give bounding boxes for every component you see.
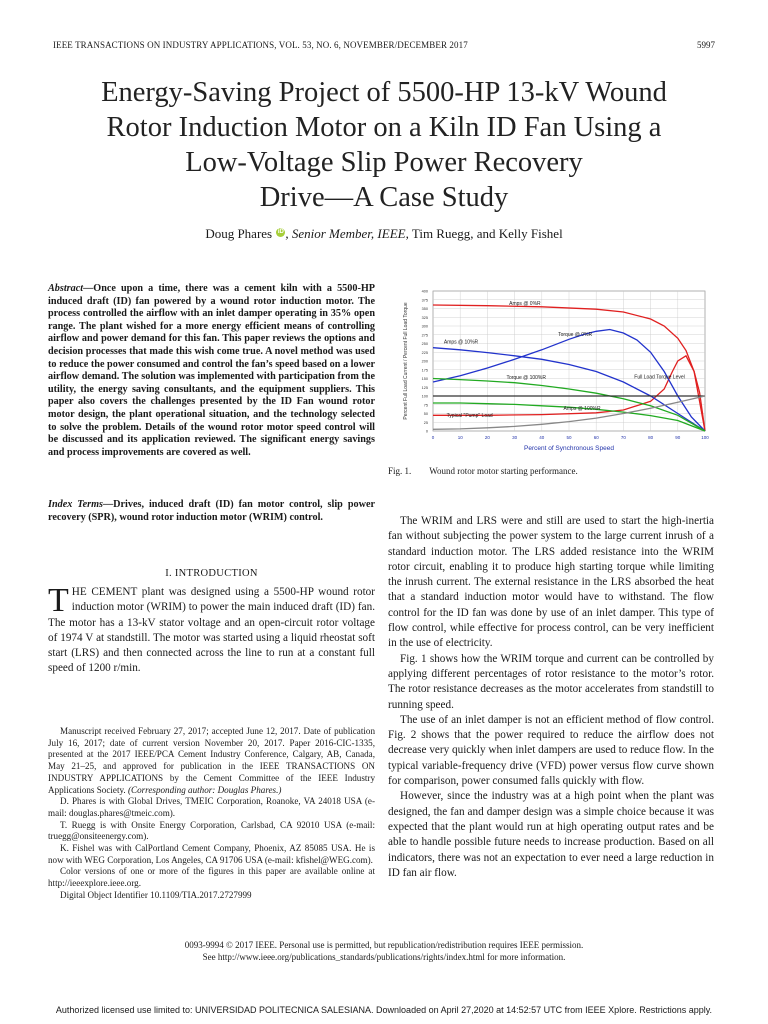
x-tick-label: 20 <box>484 435 490 440</box>
footnote-text: D. Phares is with Global Drives, TMEIC Corporation, Roanoke, VA 24018 USA (e-mail: douglas.phares@tmeic.com). <box>48 796 375 818</box>
chart-annotation: Amps @ 10%R <box>443 339 479 346</box>
chart-annotation: Full Load Torque Level <box>634 374 685 381</box>
footnote-italic: (Corresponding author: Douglas Phares.) <box>127 784 282 795</box>
y-tick-label: 175 <box>421 368 428 373</box>
abstract-label: Abstract <box>48 283 84 294</box>
x-tick-label: 100 <box>701 435 709 440</box>
copyright-line: 0093-9994 © 2017 IEEE. Personal use is permitted, but republication/redistribution requires IEEE permission. <box>184 940 584 950</box>
figure-1 <box>393 285 715 460</box>
drop-cap: T <box>48 582 69 619</box>
y-tick-label: 350 <box>421 307 428 311</box>
author-role: , Senior Member, IEEE, <box>285 226 409 241</box>
running-header-journal: IEEE TRANSACTIONS ON INDUSTRY APPLICATIONS, VOL. 53, NO. 6, NOVEMBER/DECEMBER 2017 <box>53 40 468 50</box>
orcid-icon[interactable]: iD <box>277 229 284 235</box>
x-tick-label: 60 <box>593 435 599 440</box>
footnote <box>48 890 375 902</box>
motor-starting-chart <box>393 285 715 460</box>
footnote <box>48 820 375 843</box>
right-column-body <box>388 514 714 881</box>
footnote <box>48 866 375 889</box>
y-tick-label: 250 <box>421 342 428 346</box>
author-list <box>40 226 728 242</box>
authorization-note: Authorized licensed use limited to: UNIVERSIDAD POLITECNICA SALESIANA. Downloaded on April 27,2020 at 14:52:57 UTC from IEEE Xplore. Restrictions apply. <box>55 1005 713 1015</box>
author-names: Tim Ruegg, and Kelly Fishel <box>408 226 563 241</box>
footnote-text: Digital Object Identifier 10.1109/TIA.2017.2727999 <box>60 889 252 900</box>
y-tick-label: 325 <box>421 315 428 320</box>
author-name: Doug Phares <box>205 226 273 241</box>
footnotes <box>48 726 375 902</box>
x-tick-label: 90 <box>675 435 681 440</box>
abstract <box>48 283 375 459</box>
index-terms <box>48 499 375 524</box>
x-tick-label: 40 <box>539 435 545 440</box>
chart-annotation: Torque @ 100%R <box>506 375 546 382</box>
y-tick-label: 75 <box>423 403 428 408</box>
footnote-text: Color versions of one or more of the figures in this paper are available online at http://ieeexplore.ieee.org. <box>48 866 375 889</box>
chart-annotation: Amps @ 0%R <box>509 301 541 307</box>
footnote-text: Manuscript received February 27, 2017; accepted June 12, 2017. Date of publication July 16, 2017; date of current version November 20, 2017. Paper 2016-CIC-1335, presented at the 2017 IEEE/PCA Cement Industry Conference, Calgary, AB, Canada, May 21–25, and approved for publication in the IEEE TRANSACTIONS ON INDUSTRY APPLICATIONS by the Cement Committee of the IEEE Industry Applications Society. <box>48 726 375 795</box>
title-line: Drive—A Case Study <box>259 182 509 213</box>
index-terms-text: —Drives, induced draft (ID) fan motor control, slip power recovery (SPR), wound rotor induction motor (WRIM) control. <box>48 499 375 523</box>
intro-text: plant was designed using a 5500-HP wound rotor induction motor (WRIM) to power the main induced draft (ID) fan. The motor has a 13-kV stator voltage and an open-circuit rotor voltage of 1974 V at standstill. The motor was started using a liquid rheostat soft start (LRS) and then connected across the line to run at a constant full speed of 1200 r/min. <box>48 586 375 675</box>
x-tick-label: 50 <box>566 435 572 440</box>
y-tick-label: 200 <box>421 359 428 364</box>
footnote-text: T. Ruegg is with Onsite Energy Corporation, Carlsbad, CA 92010 USA (e-mail: truegg@onsiteenergy.com). <box>48 819 375 842</box>
body-paragraph: The WRIM and LRS were and still are used to start the high-inertia fan without subjecting the power system to the large current inrush of a standard induction motor. The LRS added resistance into the WRIM rotor circuit, enabling it to produce high starting torque while limiting the inrush current. The external resistance in the LRS absorbed the heat that a standard induction motor would have to withstand. The flow control for the ID fan was done by use of an inlet damper. This type of flow control, while effective for process control, can be very inefficient in the use of electricity. <box>388 515 714 650</box>
abstract-text: —Once upon a time, there was a cement kiln with a 5500-HP induced draft (ID) fan powered by a wound rotor induction motor. The process controlled the airflow with an inlet damper operating in 35% open range. The plant wished for a more energy efficient means of controlling airflow and power demand for this fan. This paper reviews the options and decision processes that made this wish come true. A novel method was used to reduce the power consumed and control the fan’s speed based on a lower airflow demand. The solution was implemented with participation from the utility, the energy saving consultants, and the equipment suppliers. This paper also covers the challenges presented by the ID Fan wound rotor motor design, the plant operational situation, and the technology selected to solve the problem. Details of the wound rotor motor speed control will be discussed and its application reviewed. The significant energy savings and process improvements are covered as well. <box>48 283 375 458</box>
paper-title <box>40 75 728 215</box>
title-line: Energy-Saving Project of 5500-HP 13-kV Wound <box>101 77 667 108</box>
copyright-link[interactable]: See http://www.ieee.org/publications_standards/publications/rights/index.html for more information. <box>202 951 566 962</box>
x-tick-label: 30 <box>512 435 518 440</box>
x-tick-label: 70 <box>620 435 626 440</box>
title-line: Rotor Induction Motor on a Kiln ID Fan Using a <box>106 112 662 143</box>
x-tick-label: 80 <box>648 435 654 440</box>
section-heading: I. INTRODUCTION <box>165 568 258 579</box>
y-tick-label: 50 <box>423 412 428 416</box>
index-terms-label: Index Terms <box>48 499 103 510</box>
chart-annotation: Typical "Pump" Load <box>446 413 493 419</box>
footnote <box>48 726 375 796</box>
x-axis-label: Percent of Synchronous Speed <box>524 445 614 452</box>
body-paragraph: The use of an inlet damper is not an efficient method of flow control. Fig. 2 shows that the power required to reduce the airflow does not decrease very quickly when inlet dampers are used to reduce flow. In the typical variable-frequency drive (VFD) power versus flow curve shown for comparison, power consumed falls quickly with flow. <box>388 713 714 788</box>
chart-annotation: Amps @ 100%R <box>563 406 601 412</box>
y-tick-label: 375 <box>421 298 428 303</box>
body-paragraph: However, since the industry was at a high point when the plant was designed, the fan and damper design was a simple choice because it was expected that the plant would run at high operating output rates and be able to handle possible future needs to increase production. Based on all indicators, there was not an expectation to ever need a large reduction in ID fan air flow. <box>388 790 714 879</box>
x-tick-label: 10 <box>457 435 463 440</box>
y-tick-label: 125 <box>421 385 428 390</box>
y-tick-label: 25 <box>423 420 428 425</box>
footnote <box>48 796 375 819</box>
body-paragraph: Fig. 1 shows how the WRIM torque and current can be controlled by applying different percentages of rotor resistance to the motor’s rotor. The rotor resistance decreases as the motor accelerates from standstill to running speed. <box>388 652 714 711</box>
y-tick-label: 0 <box>425 429 428 434</box>
footnote <box>48 843 375 866</box>
chart-annotation: Torque @ 0%R <box>558 331 593 338</box>
y-axis-label: Percent Full Load Current / Percent Full Load Torque <box>403 302 409 420</box>
copyright-notice <box>40 940 728 963</box>
intro-paragraph <box>48 582 375 677</box>
page-number: 5997 <box>697 40 715 50</box>
y-tick-label: 100 <box>421 394 428 399</box>
y-tick-label: 400 <box>421 289 428 294</box>
y-tick-label: 225 <box>421 350 428 355</box>
y-tick-label: 300 <box>421 324 428 329</box>
title-line: Low-Voltage Slip Power Recovery <box>185 147 583 178</box>
figure-caption: Fig. 1. Wound rotor motor starting performance. <box>388 466 578 476</box>
y-tick-label: 150 <box>421 377 428 381</box>
y-tick-label: 275 <box>421 333 428 338</box>
x-tick-label: 0 <box>431 435 435 440</box>
footnote-text: K. Fishel was with CalPortland Cement Company, Phoenix, AZ 85085 USA. He is now with WEG Corporation, Los Angeles, CA 91706 USA (e-mail: kfishel@WEG.com). <box>48 843 375 865</box>
intro-lead: HE CEMENT <box>71 586 138 598</box>
